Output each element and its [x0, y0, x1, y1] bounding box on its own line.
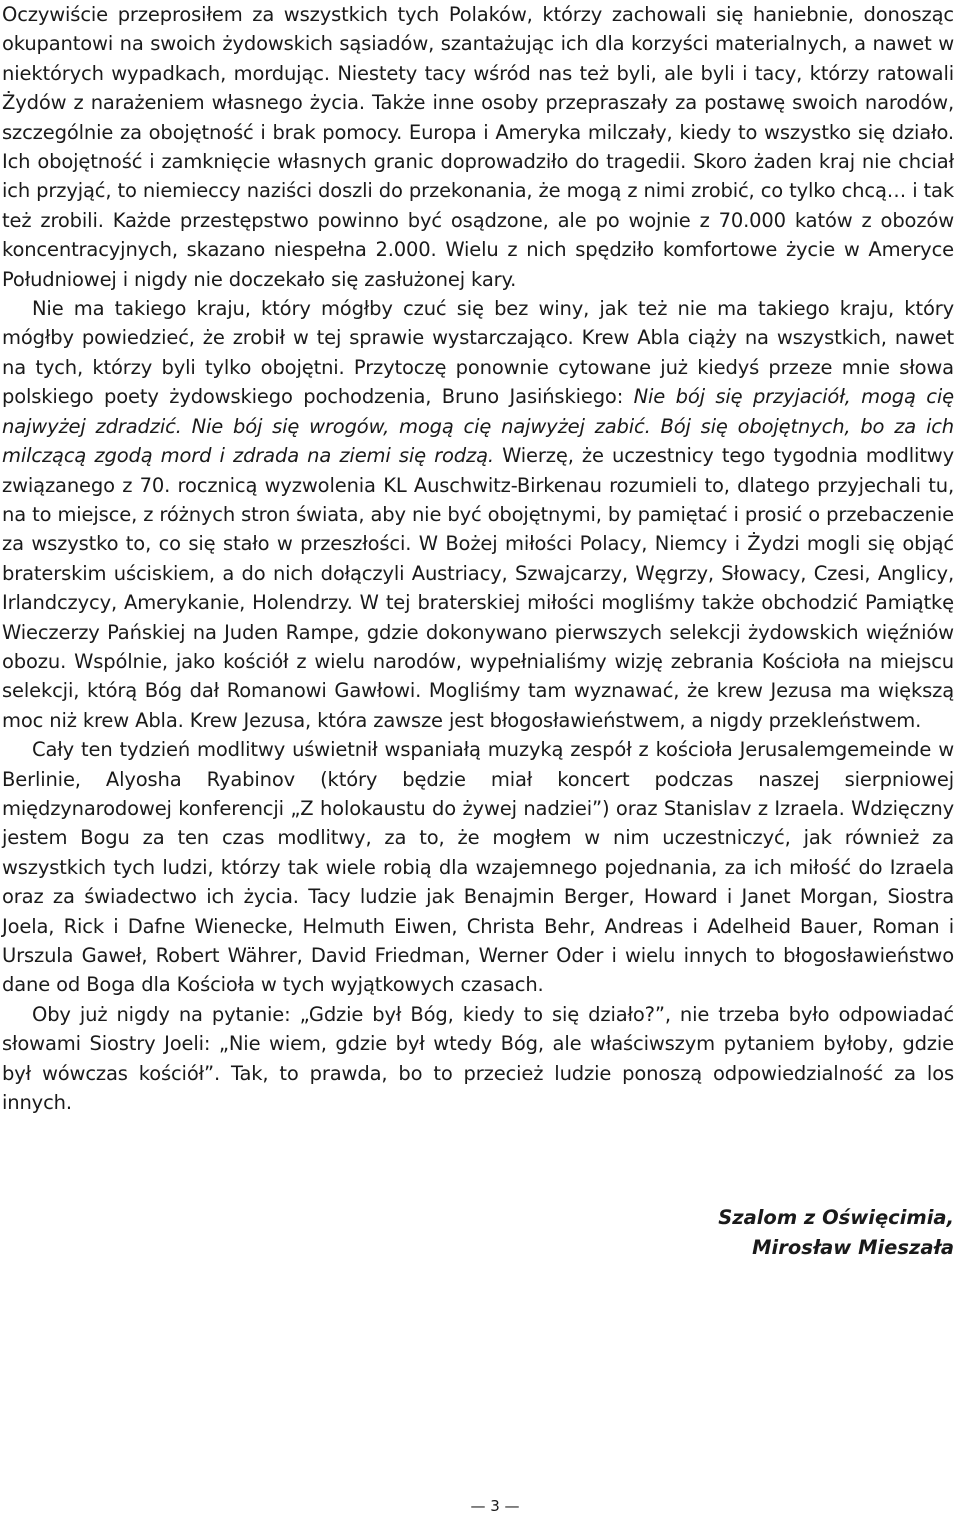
paragraph-3-text: Cały ten tydzień modlitwy uświetnił wspaniałą muzyką zespół z kościoła Jerusalemgemeinde w Berlinie, Alyosha Ryabinov (który będzie miał koncert podczas naszej sierpniowej międzynarodowej konferencji „Z holokaustu do żywej nadziei”) oraz Stanislav z Izraela. Wdzięczny jestem Bogu za ten czas modlitwy, za to, że mogłem w nim uczestniczyć, jak również za wszystkich tych ludzi, którzy tak wiele robią dla wzajemnego pojednania, za ich miłość do Izraela oraz za świadectwo ich życia. Tacy ludzie jak Benajmin Berger, Howard i Janet Morgan, Siostra Joela, Rick i Dafne Wienecke, Helmuth Eiwen, Christa Behr, Andreas i Adelheid Bauer, Roman i Urszula Gaweł, Robert Währer, David Friedman, Werner Oder i wielu innych to błogosławieństwo dane od Boga dla Kościoła w tych wyjątkowych czasach.	[2, 738, 954, 997]
poet-quote: Nie bój się przyjaciół, mogą cię najwyżej zdradzić. Nie bój się wrogów, mogą cię najwyżej zabić. Bój się obojętnych, bo za ich milczącą zgodą mord i zdrada na ziemi się rodzą.	[2, 385, 954, 468]
signature-block	[718, 1203, 954, 1262]
page-number: — 3 —	[470, 1497, 520, 1515]
paragraph-2-text-b: Wierzę, że uczestnicy tego tygodnia modlitwy związanego z 70. rocznicą wyzwolenia KL Auschwitz-Birkenau rozumieli to, dlatego przyjechali tu, na to miejsce, z różnych stron świata, aby nie być obojętnymi, by pamiętać i prosić o przebaczenie za wszystko to, co się stało w przeszłości. W Bożej miłości Polacy, Niemcy i Żydzi mogli się objąć braterskim uściskiem, a do nich dołączyli Austriacy, Szwajcarzy, Węgrzy, Słowacy, Czesi, Anglicy, Irlandczycy, Amerykanie, Holendrzy. W tej braterskiej miłości mogliśmy także obchodzić Pamiątkę Wieczerzy Pańskiej na Juden Rampe, gdzie dokonywano pierwszych selekcji żydowskich więźniów obozu. Wspólnie, jako kościół z wielu narodów, wypełnialiśmy wizję zebrania Kościoła na miejscu selekcji, którą Bóg dał Romanowi Gawłowi. Mogliśmy tam wyznawać, że krew Jezusa ma większą moc niż krew Abla. Krew Jezusa, która zawsze jest błogosławieństwem, a nigdy przekleństwem.	[2, 444, 954, 732]
signature-author: Mirosław Mieszała	[752, 1235, 954, 1259]
paragraph-2-text-a: Nie ma takiego kraju, który mógłby czuć się bez winy, jak też nie ma takiego kraju, który mógłby powiedzieć, że zrobił w tej sprawie wystarczająco. Krew Abla ciąży na wszystkich, nawet na tych, którzy byli tylko obojętni. Przytoczę ponownie cytowane już kiedyś przeze mnie słowa polskiego poety żydowskiego pochodzenia, Bruno Jasińskiego:	[2, 297, 954, 409]
article-body	[2, 0, 954, 1117]
paragraph-2	[2, 294, 954, 735]
paragraph-4-text: Oby już nigdy na pytanie: „Gdzie był Bóg, kiedy to się działo?”, nie trzeba było odpowiadać słowami Siostry Joeli: „Nie wiem, gdzie był wtedy Bóg, ale właściwszym pytaniem byłoby, gdzie był wówczas kościół”. Tak, to prawda, bo to przecież ludzie ponoszą odpowiedzialność za los innych.	[2, 1002, 954, 1115]
page-number-footer	[0, 1497, 960, 1515]
signature-greeting: Szalom z Oświęcimia,	[718, 1206, 954, 1229]
paragraph-1	[2, 0, 954, 294]
paragraph-1-text: Oczywiście przeprosiłem za wszystkich tych Polaków, którzy zachowali się haniebnie, donosząc okupantowi na swoich żydowskich sąsiadów, szantażując ich dla korzyści materialnych, a nawet w niektórych wypadkach, mordując. Niestety tacy wśród nas też byli, ale byli i tacy, którzy ratowali Żydów z narażeniem własnego życia. Także inne osoby przepraszały za postawę swoich narodów, szczególnie za obojętność i brak pomocy. Europa i Ameryka milczały, kiedy to wszystko się działo. Ich obojętność i zamknięcie własnych granic doprowadziło do tragedii. Skoro żaden kraj nie chciał ich przyjąć, to niemieccy naziści doszli do przekonania, że mogą z nimi zrobić, co tylko chcą… i tak też zrobili. Każde przestępstwo powinno być osądzone, ale po wojnie z 70.000 katów z obozów koncentracyjnych, skazano niespełna 2.000. Wielu z nich spędziło komfortowe życie w Ameryce Południowej i nigdy nie doczekało się zasłużonej kary.	[2, 3, 954, 291]
paragraph-3	[2, 735, 954, 1000]
paragraph-4	[2, 1000, 954, 1118]
